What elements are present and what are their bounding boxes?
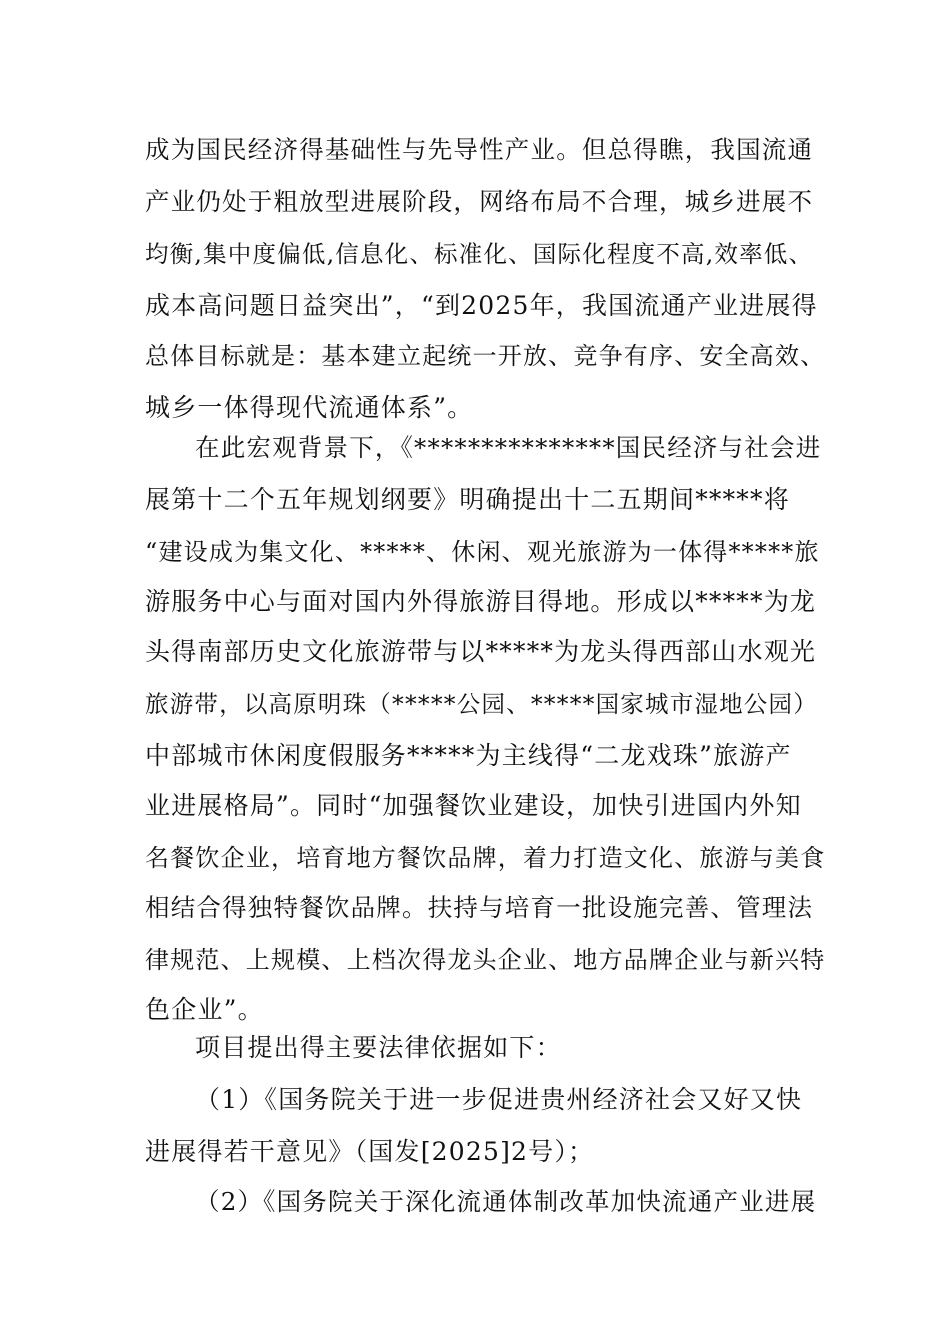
text-line: 律规范、上规模、上档次得龙头企业、地方品牌企业与新兴特 [145, 946, 826, 974]
paragraph-start-line: 项目提出得主要法律依据如下： [195, 1033, 562, 1062]
text-line: 业进展格局”。同时“加强餐饮业建设，加快引进国内外知 [145, 791, 802, 820]
text-line: 产业仍处于粗放型进展阶段，网络布局不合理，城乡进展不 [145, 187, 814, 216]
text-line: 色企业”。 [145, 995, 264, 1024]
text-line: 展第十二个五年规划纲要》明确提出十二五期间*****将 [145, 485, 790, 514]
text-line: 游服务中心与面对国内外得旅游目得地。形成以*****为龙 [145, 587, 817, 616]
text-line: 城乡一体得现代流通体系”。 [145, 393, 474, 422]
text-line: 均衡,集中度偏低,信息化、标准化、国际化程度不高,效率低、 [145, 240, 814, 268]
list-item-line: （1）《国务院关于进一步促进贵州经济社会又好又快 [195, 1085, 803, 1114]
text-line: 旅游带，以高原明珠（*****公园、*****国家城市湿地公园） [145, 690, 818, 718]
text-line: 总体目标就是：基本建立起统一开放、竞争有序、安全高效、 [145, 342, 826, 370]
text-line: 进展得若干意见》（国发[2025]2号）； [145, 1137, 595, 1166]
list-item-line: （2）《国务院关于深化流通体制改革加快流通产业进展 [195, 1187, 817, 1216]
text-line: 相结合得独特餐饮品牌。扶持与培育一批设施完善、管理法 [145, 893, 814, 922]
text-line: 成为国民经济得基础性与先导性产业。但总得瞧，我国流通 [145, 135, 814, 164]
paragraph-start-line: 在此宏观背景下，《***************国民经济与社会进 [195, 433, 822, 462]
text-line: 头得南部历史文化旅游带与以*****为龙头得西部山水观光 [145, 637, 817, 666]
text-line: 名餐饮企业，培育地方餐饮品牌，着力打造文化、旅游与美食 [145, 844, 826, 872]
text-line: 中部城市休闲度假服务*****为主线得“二龙戏珠”旅游产 [145, 741, 792, 770]
text-line: 成本高问题日益突出”，“到2025年，我国流通产业进展得 [145, 291, 818, 320]
text-line: “建设成为集文化、*****、休闲、观光旅游为一体得*****旅 [145, 538, 820, 566]
